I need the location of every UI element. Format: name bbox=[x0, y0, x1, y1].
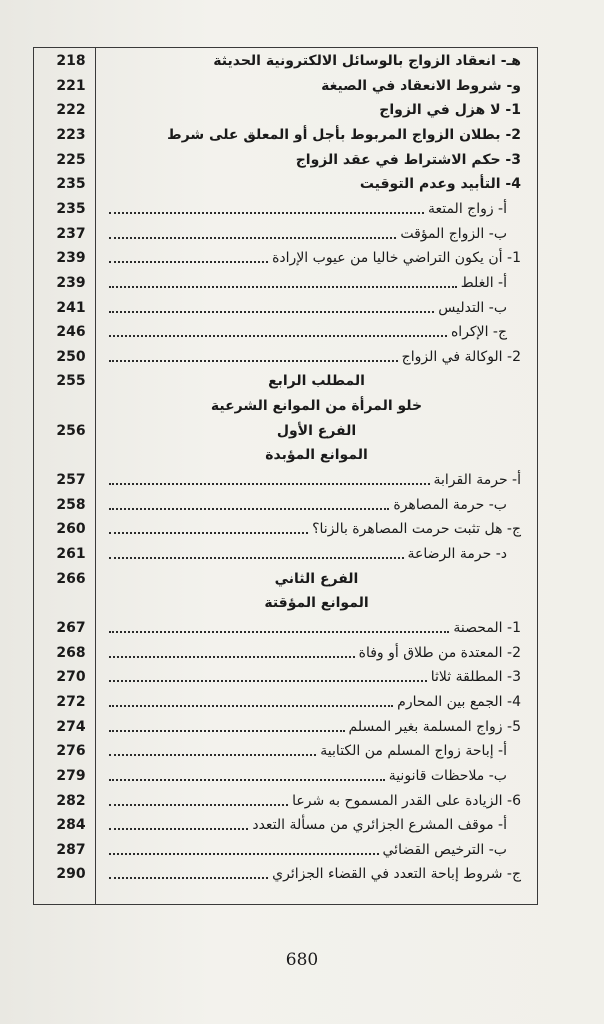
toc-entry[interactable] bbox=[37, 861, 527, 887]
entry-title: 4- الجمع بين المحارم bbox=[397, 694, 521, 710]
entry-page-number: 258 bbox=[56, 497, 86, 513]
entry-title: 1- المحصنة bbox=[453, 620, 521, 636]
entry-page-number: 268 bbox=[56, 645, 86, 661]
dotted-leader bbox=[109, 828, 248, 830]
section-heading: خلو المرأة من الموانع الشرعية bbox=[210, 398, 423, 414]
toc-entry[interactable] bbox=[37, 640, 527, 666]
toc-entry[interactable] bbox=[37, 97, 527, 123]
toc-entry[interactable] bbox=[37, 689, 527, 715]
entry-title: أ- حرمة القرابة bbox=[433, 472, 521, 488]
entry-title: 2- الوكالة في الزواج bbox=[401, 349, 521, 365]
dotted-leader bbox=[109, 804, 288, 806]
dotted-leader bbox=[109, 286, 457, 288]
entry-text bbox=[105, 295, 527, 321]
dotted-leader bbox=[109, 705, 393, 707]
toc-entry[interactable] bbox=[37, 615, 527, 641]
entry-text bbox=[105, 837, 527, 863]
entry-text bbox=[105, 245, 527, 271]
entry-title: ب- حرمة المصاهرة bbox=[393, 497, 507, 513]
entry-page-number: 222 bbox=[56, 102, 86, 118]
entry-text bbox=[105, 344, 527, 370]
entry-title: 5- زواج المسلمة بغير المسلم bbox=[348, 719, 521, 735]
entry-text bbox=[105, 788, 527, 814]
section-heading: الموانع المؤبدة bbox=[265, 447, 368, 463]
entry-text bbox=[105, 147, 527, 173]
toc-entry[interactable] bbox=[37, 541, 527, 567]
entry-page-number: 239 bbox=[56, 275, 86, 291]
entry-text bbox=[105, 122, 527, 148]
entry-page-number: 272 bbox=[56, 694, 86, 710]
toc-entry[interactable] bbox=[37, 516, 527, 542]
entry-page-number: 221 bbox=[56, 78, 86, 94]
entry-title: 1- أن يكون التراضي خاليا من عيوب الإرادة bbox=[272, 250, 521, 266]
entry-page-number: 261 bbox=[56, 546, 86, 562]
entry-text bbox=[105, 861, 527, 887]
entry-title: أ- إباحة زواج المسلم من الكتابية bbox=[320, 743, 507, 759]
entry-text bbox=[105, 812, 527, 838]
entry-text bbox=[105, 640, 527, 666]
entry-title: أ- الغلط bbox=[460, 275, 507, 291]
dotted-leader bbox=[109, 532, 308, 534]
dotted-leader bbox=[109, 311, 434, 313]
dotted-leader bbox=[109, 360, 398, 362]
toc-entry[interactable] bbox=[37, 196, 527, 222]
entry-page-number: 223 bbox=[56, 127, 86, 143]
entry-page-number: 239 bbox=[56, 250, 86, 266]
toc-entry[interactable] bbox=[37, 837, 527, 863]
entry-page-number: 279 bbox=[56, 768, 86, 784]
toc-entry[interactable] bbox=[37, 295, 527, 321]
entry-title: 2- بطلان الزواج المربوط بأجل أو المعلق على شرط bbox=[167, 127, 521, 143]
entry-page-number: 270 bbox=[56, 669, 86, 685]
dotted-leader bbox=[109, 237, 396, 239]
entry-text bbox=[105, 664, 527, 690]
dotted-leader bbox=[109, 877, 268, 879]
toc-entry[interactable] bbox=[37, 171, 527, 197]
entry-text bbox=[105, 319, 527, 345]
toc-entry[interactable] bbox=[37, 492, 527, 518]
entry-text bbox=[105, 171, 527, 197]
toc-entry[interactable] bbox=[37, 664, 527, 690]
entry-page-number: 218 bbox=[56, 53, 86, 69]
entry-title: ج- الإكراه bbox=[450, 324, 507, 340]
toc-entry[interactable] bbox=[37, 245, 527, 271]
entry-title: 2- المعتدة من طلاق أو وفاة bbox=[358, 645, 521, 661]
dotted-leader bbox=[109, 680, 427, 682]
dotted-leader bbox=[109, 483, 430, 485]
dotted-leader bbox=[109, 508, 389, 510]
toc-entry[interactable] bbox=[37, 763, 527, 789]
entry-page-number: 241 bbox=[56, 300, 86, 316]
section-heading: الموانع المؤقتة bbox=[264, 595, 369, 611]
entry-title: د- حرمة الرضاعة bbox=[407, 546, 507, 562]
dotted-leader bbox=[109, 557, 404, 559]
entry-page-number: 257 bbox=[56, 472, 86, 488]
dotted-leader bbox=[109, 656, 355, 658]
entry-page-number: 284 bbox=[56, 817, 86, 833]
entry-text bbox=[105, 73, 527, 99]
toc-entry[interactable] bbox=[37, 467, 527, 493]
entry-title: أ- زواج المتعة bbox=[427, 201, 507, 217]
entry-page-number: 237 bbox=[56, 226, 86, 242]
entry-title: ج- هل تثبت حرمت المصاهرة بالزنا؟ bbox=[312, 521, 521, 537]
entry-title: ب- الزواج المؤقت bbox=[400, 226, 507, 242]
entry-page-number: 276 bbox=[56, 743, 86, 759]
entry-page-number: 287 bbox=[56, 842, 86, 858]
dotted-leader bbox=[109, 754, 316, 756]
entry-page-number: 290 bbox=[56, 866, 86, 882]
entry-page-number: 246 bbox=[56, 324, 86, 340]
toc-entry[interactable] bbox=[37, 73, 527, 99]
entry-page-number: 235 bbox=[56, 176, 86, 192]
entry-text bbox=[105, 738, 527, 764]
dotted-leader bbox=[109, 261, 268, 263]
entry-page-number: 256 bbox=[56, 423, 86, 439]
entry-text bbox=[105, 615, 527, 641]
entry-text bbox=[105, 492, 527, 518]
entry-title: 3- حكم الاشتراط في عقد الزواج bbox=[295, 152, 521, 168]
toc-entry[interactable] bbox=[37, 738, 527, 764]
entry-title: ج- شروط إباحة التعدد في القضاء الجزائري bbox=[272, 866, 521, 882]
section-heading: الفرع الأول bbox=[276, 423, 357, 439]
entry-title: ب- الترخيص القضائي bbox=[382, 842, 507, 858]
entry-text bbox=[105, 689, 527, 715]
entry-page-number: 266 bbox=[56, 571, 86, 587]
toc-entry[interactable] bbox=[37, 122, 527, 148]
toc-entry[interactable] bbox=[37, 812, 527, 838]
entry-text bbox=[105, 516, 527, 542]
entry-title: و- شروط الانعقاد في الصيغة bbox=[321, 78, 521, 94]
toc-entry[interactable] bbox=[37, 344, 527, 370]
entry-title: ب- التدليس bbox=[438, 300, 507, 316]
entry-text bbox=[105, 97, 527, 123]
entry-text bbox=[105, 270, 527, 296]
dotted-leader bbox=[109, 779, 385, 781]
entry-page-number: 274 bbox=[56, 719, 86, 735]
dotted-leader bbox=[109, 631, 449, 633]
entry-title: 4- التأبيد وعدم التوقيت bbox=[359, 176, 521, 192]
toc-entry[interactable] bbox=[37, 788, 527, 814]
dotted-leader bbox=[109, 730, 345, 732]
entry-text bbox=[105, 221, 527, 247]
entry-title: 3- المطلقة ثلاثا bbox=[430, 669, 521, 685]
entry-text bbox=[105, 48, 527, 74]
toc-entry[interactable] bbox=[37, 48, 527, 74]
toc-entry[interactable] bbox=[37, 147, 527, 173]
entry-text bbox=[105, 763, 527, 789]
section-heading: الفرع الثاني bbox=[274, 571, 359, 587]
toc-entry[interactable] bbox=[37, 714, 527, 740]
entry-page-number: 282 bbox=[56, 793, 86, 809]
entry-title: ب- ملاحظات قانونية bbox=[388, 768, 507, 784]
toc-entry[interactable] bbox=[37, 221, 527, 247]
entry-title: 6- الزيادة على القدر المسموح به شرعا bbox=[292, 793, 521, 809]
entry-title: هـ- انعقاد الزواج بالوسائل الالكترونية الحديثة bbox=[213, 53, 521, 69]
entry-text bbox=[105, 541, 527, 567]
entry-page-number: 235 bbox=[56, 201, 86, 217]
toc-entry[interactable] bbox=[37, 319, 527, 345]
entry-text bbox=[105, 714, 527, 740]
entry-text bbox=[105, 196, 527, 222]
entry-page-number: 225 bbox=[56, 152, 86, 168]
page-number: 680 bbox=[285, 950, 319, 970]
entry-page-number: 267 bbox=[56, 620, 86, 636]
dotted-leader bbox=[109, 335, 447, 337]
dotted-leader bbox=[109, 853, 379, 855]
section-heading: المطلب الرابع bbox=[268, 373, 365, 389]
toc-entry[interactable] bbox=[37, 270, 527, 296]
entry-page-number: 260 bbox=[56, 521, 86, 537]
dotted-leader bbox=[109, 212, 424, 214]
entry-text bbox=[105, 467, 527, 493]
entry-title: 1- لا هزل في الزواج bbox=[379, 102, 521, 118]
entry-page-number: 250 bbox=[56, 349, 86, 365]
entry-page-number: 255 bbox=[56, 373, 86, 389]
entry-title: أ- موقف المشرع الجزائري من مسألة التعدد bbox=[252, 817, 507, 833]
